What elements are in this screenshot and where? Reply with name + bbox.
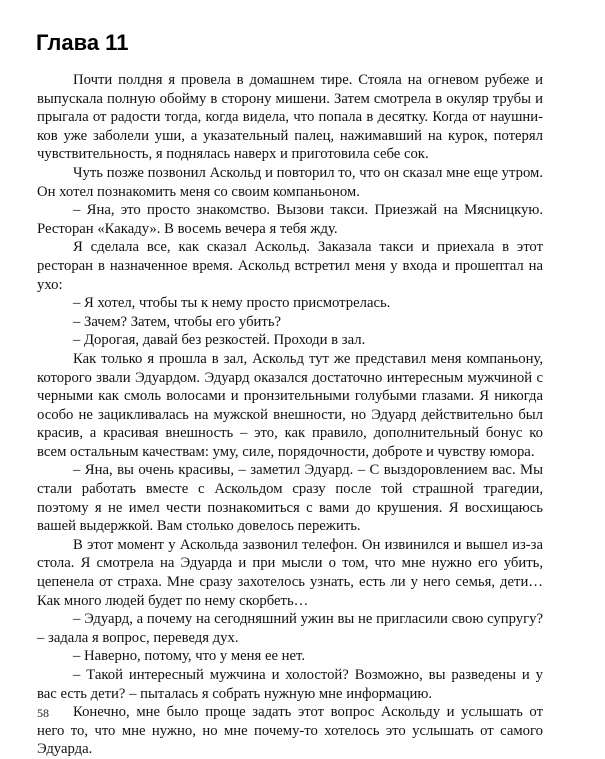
paragraph: – Наверно, потому, что у меня ее нет. — [73, 648, 306, 665]
paragraph: – Яна, это просто знакомство. Вызови такси. Приезжай на Мясницкую. Ресторан «Какаду». В восемь вечера я тебя жду. — [37, 202, 543, 237]
page-number: 58 — [37, 706, 49, 720]
paragraph: – Эдуард, а почему на сегодняшний ужин вы не пригласили свою супругу? – задала я вопрос, переведя дух. — [37, 611, 543, 646]
paragraph: Конечно, мне было проще задать этот вопрос Аскольду и услышать от него то, что мне нужно, но мне почему-то хотелось это услышать от самого Эдуарда. — [37, 704, 543, 758]
paragraph: Как только я прошла в зал, Аскольд тут же представил меня компаньону, которого звали Эдуардом. Эдуард оказался достаточно интересным мужчиной с черными как смоль волосами и пронзительными голубыми глазами. Я никогда особо не зацикливалась на мужской внешности, но Эдуард действительно был красив, а красивая внешность – это, как правило, дополнительный бонус ко всем остальным качествам: уму, силе, порядочности, доброте и чувству юмора. — [37, 350, 543, 460]
chapter-title: Глава 11 — [36, 30, 129, 55]
paragraph: – Такой интересный мужчина и холостой? Возможно, вы разведены и у вас есть дети? – пыталась я собрать нужную мне информацию. — [37, 667, 543, 702]
paragraph: – Дорогая, давай без резкостей. Проходи в зал. — [73, 332, 366, 349]
paragraph: – Яна, вы очень красивы, – заметил Эдуард. – С выздоровлением вас. Мы стали работать вместе с Аскольдом сразу после той страшной трагедии, поэтому я не имел чести познакомиться с вами до крушения. Я восхищаюсь вашей выдержкой. Вам столько довелось пережить. — [37, 462, 543, 535]
paragraph: Почти полдня я провела в домашнем тире. Стояла на огневом рубеже и выпускала полную обойму в сторону мишени. Затем смотрела в окуляр трубы и прыгала от радости тогда, когда видела, что попала в десятку. Когда от наушников уже заболели уши, а указательный палец, нажимавший на курок, потерял чувствительность, я поднялась наверх и приготовила себе сок. — [37, 72, 543, 163]
chapter-body — [37, 71, 543, 759]
paragraph: – Зачем? Затем, чтобы его убить? — [73, 313, 282, 330]
paragraph: – Я хотел, чтобы ты к нему просто присмотрелась. — [73, 295, 391, 312]
paragraph: Я сделала все, как сказал Аскольд. Заказала такси и приехала в этот ресторан в назначенное время. Аскольд встретил меня у входа и прошептал на ухо: — [37, 239, 543, 293]
paragraph: В этот момент у Аскольда зазвонил телефон. Он извинился и вышел из-за стола. Я смотрела на Эдуарда и при мысли о том, что мне нужно его убить, цепенела от страха. Мне сразу захотелось узнать, есть ли у него семья, дети… Как много людей будет по нему скорбеть… — [37, 536, 543, 609]
paragraph: Чуть позже позвонил Аскольд и повторил то, что он сказал мне еще утром. Он хотел познакомить меня со своим компаньоном. — [37, 164, 543, 200]
